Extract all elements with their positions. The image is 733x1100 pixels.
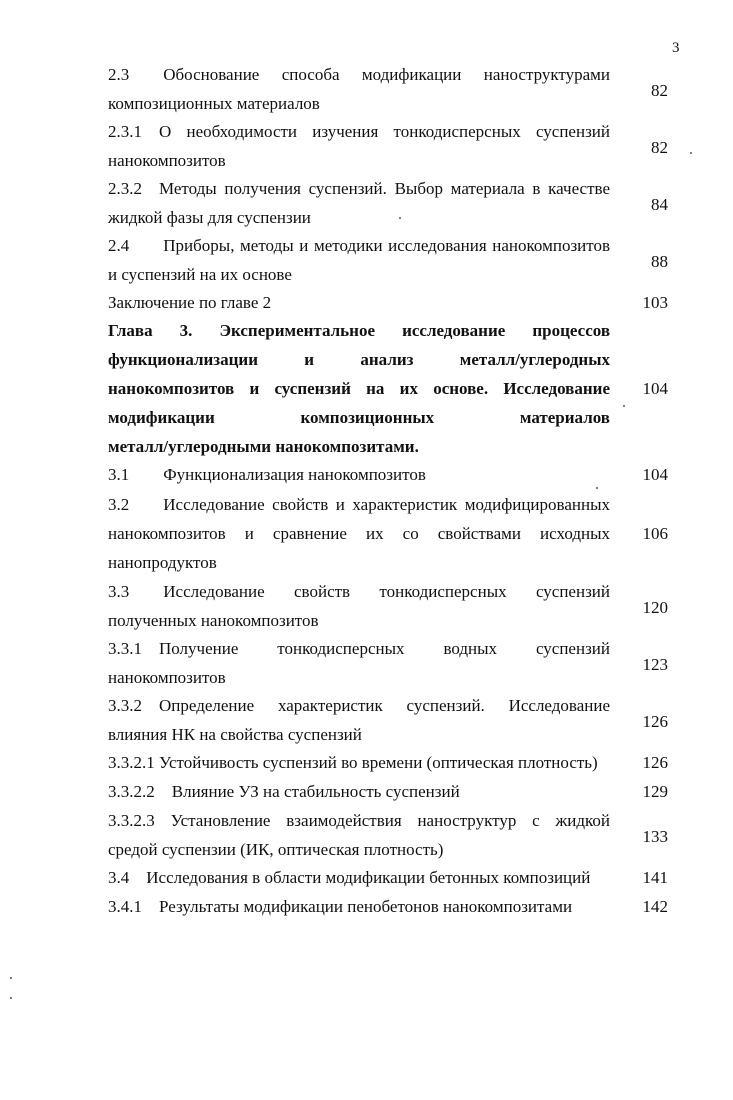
toc-entry-line: 2.4 Приборы, методы и методики исследования нанокомпозитов: [108, 236, 610, 255]
toc-entry-line: нанокомпозитов: [108, 668, 226, 687]
toc-entry: [108, 863, 668, 892]
toc-entry: [108, 60, 668, 118]
scan-speck: [596, 487, 598, 489]
toc-page-number: 88: [651, 252, 668, 271]
toc-entry: [108, 490, 668, 577]
toc-entry-line: композиционных материалов: [108, 94, 320, 113]
toc-entry-line: и суспензий на их основе: [108, 265, 292, 284]
toc-page-number: 104: [642, 379, 668, 398]
toc-page-number: 142: [642, 897, 668, 916]
toc-entry-line: 3.3 Исследование свойств тонкодисперсных суспензий: [108, 582, 610, 601]
toc-entry-line: полученных нанокомпозитов: [108, 611, 319, 630]
toc-entry: [108, 577, 668, 635]
toc-entry: [108, 288, 668, 317]
toc-chapter-entry: [108, 316, 668, 461]
toc-entry-line: 3.1 Функционализация нанокомпозитов: [108, 465, 426, 484]
toc-entry-line: 2.3 Обоснование способа модификации наноструктурами: [108, 65, 610, 84]
toc-page-number: 129: [642, 782, 668, 801]
toc-entry-line: модификации композиционных материалов: [108, 408, 610, 427]
toc-entry: [108, 231, 668, 289]
toc-entry-line: функционализации и анализ металл/углеродных: [108, 350, 610, 369]
toc-page-number: 106: [642, 524, 668, 543]
toc-entry-line: жидкой фазы для суспензии: [108, 208, 311, 227]
toc-entry-line: 3.3.2 Определение характеристик суспензий. Исследование: [108, 696, 610, 715]
toc-entry-line: нанокомпозитов и суспензий на их основе. Исследование: [108, 379, 610, 398]
toc-page-number: 123: [642, 655, 668, 674]
toc-entry: [108, 460, 668, 489]
toc-entry: [108, 634, 668, 692]
toc-entry-line: 3.3.2.1 Устойчивость суспензий во времени (оптическая плотность): [108, 753, 598, 772]
page-number: 3: [672, 40, 680, 56]
toc-entry-line: нанокомпозитов: [108, 151, 226, 170]
toc-page-number: 120: [642, 598, 668, 617]
toc-entry: [108, 117, 668, 175]
toc-page-number: 133: [642, 827, 668, 846]
toc-page-number: 82: [651, 138, 668, 157]
toc-entry: [108, 777, 668, 806]
toc-entry-line: 3.3.1 Получение тонкодисперсных водных суспензий: [108, 639, 610, 658]
toc-entry-line: 3.3.2.3 Установление взаимодействия наноструктур с жидкой: [108, 811, 610, 830]
toc-entry-line: средой суспензии (ИК, оптическая плотность): [108, 840, 444, 859]
toc-entry-line: нанокомпозитов и сравнение их со свойствами исходных: [108, 524, 610, 543]
toc-page-number: 103: [642, 293, 668, 312]
toc-entry: [108, 691, 668, 749]
toc-entry-line: влияния НК на свойства суспензий: [108, 725, 362, 744]
toc-entry-line: 2.3.1 О необходимости изучения тонкодисперсных суспензий: [108, 122, 610, 141]
toc-page-number: 126: [642, 753, 668, 772]
toc-entry: [108, 174, 668, 232]
toc-entry-line: металл/углеродными нанокомпозитами.: [108, 437, 419, 456]
toc-entry-line: 3.2 Исследование свойств и характеристик модифицированных: [108, 495, 610, 514]
scan-speck: [10, 977, 12, 979]
toc-entry: [108, 748, 668, 777]
scan-speck: [399, 217, 401, 219]
toc-page-number: 82: [651, 81, 668, 100]
toc-page-number: 104: [642, 465, 668, 484]
toc-entry-line: 3.4 Исследования в области модификации бетонных композиций: [108, 868, 591, 887]
toc-entry-line: нанопродуктов: [108, 553, 217, 572]
toc-entry-line: 3.4.1 Результаты модификации пенобетонов нанокомпозитами: [108, 897, 573, 916]
toc-entry: [108, 806, 668, 864]
toc-entry-line: Заключение по главе 2: [108, 293, 272, 312]
toc-entry-line: 3.3.2.2 Влияние УЗ на стабильность суспензий: [108, 782, 460, 801]
toc-entry: [108, 892, 668, 921]
toc-page-number: 84: [651, 195, 668, 214]
scan-speck: [623, 405, 625, 407]
scan-speck: [10, 997, 12, 999]
toc-page-number: 126: [642, 712, 668, 731]
scan-speck: [690, 152, 692, 154]
toc-entry-line: Глава 3. Экспериментальное исследование процессов: [108, 321, 610, 340]
toc-entry-line: 2.3.2 Методы получения суспензий. Выбор материала в качестве: [108, 179, 610, 198]
toc-page-number: 141: [642, 868, 668, 887]
